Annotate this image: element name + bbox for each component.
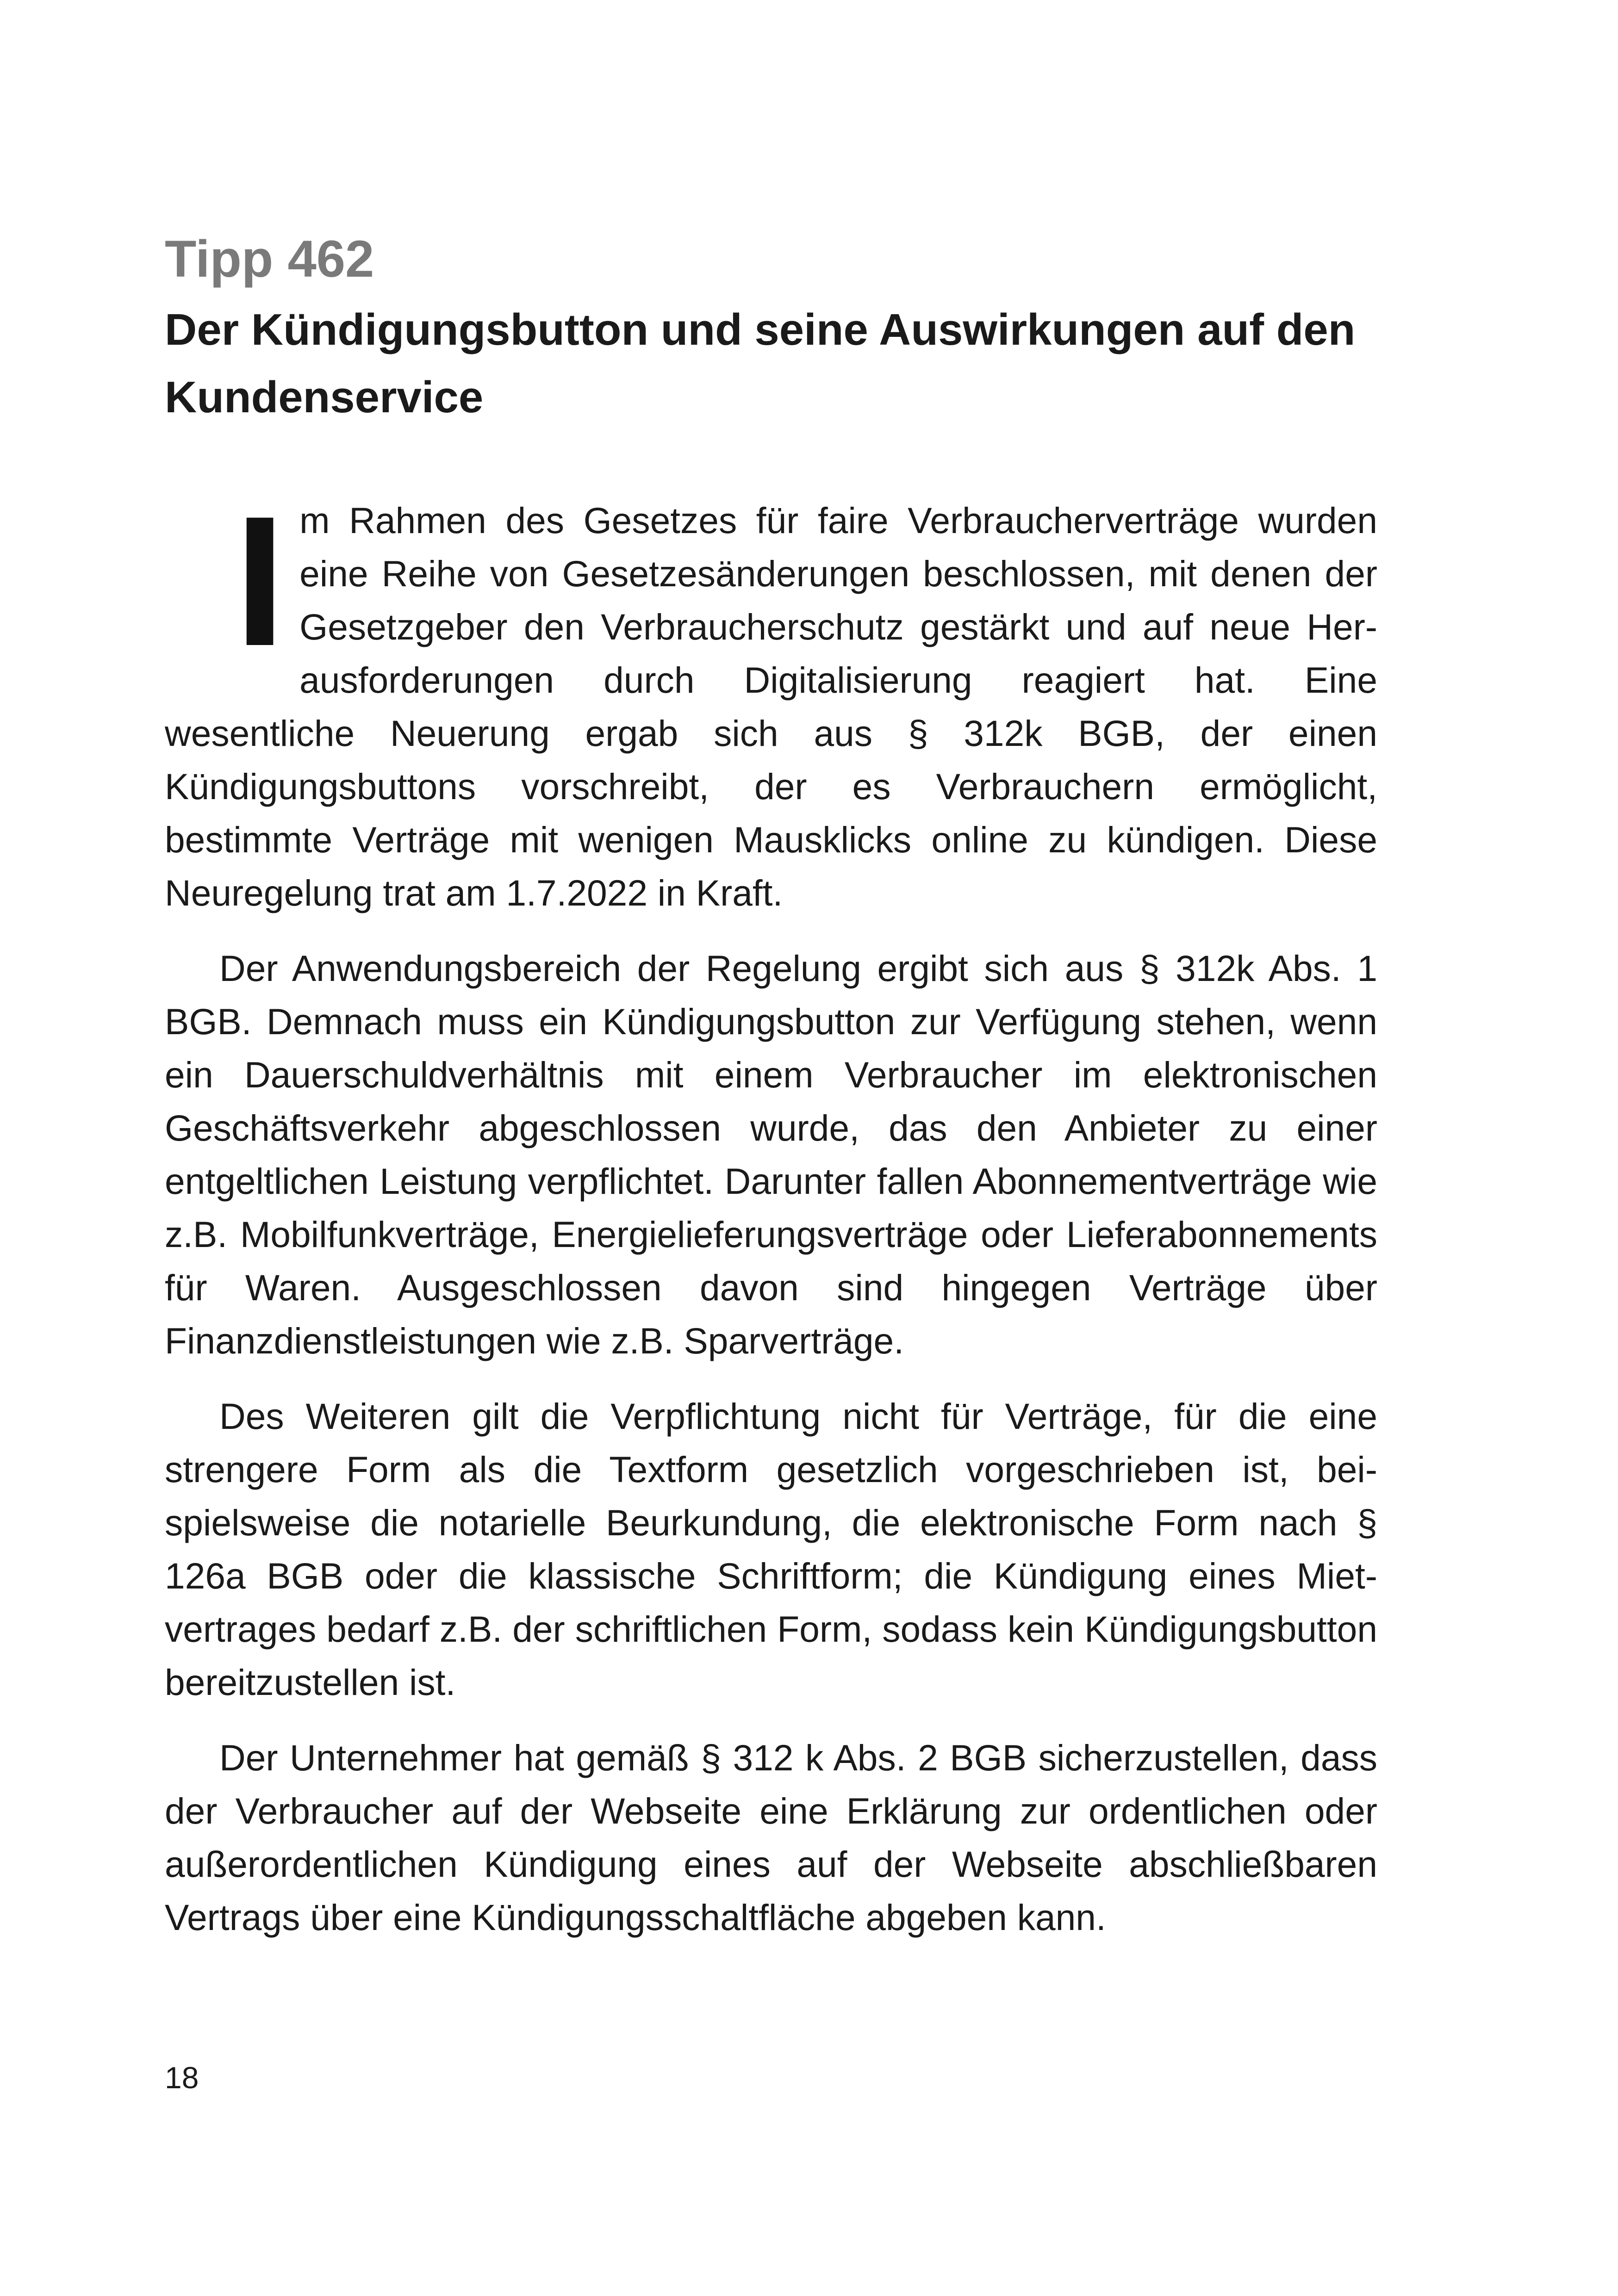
drop-cap: I — [234, 478, 286, 684]
paragraph-3: Des Weiteren gilt die Verpflichtung nicht für Verträge, für die eine strengere Form als die Textform gesetzlich vorgeschrieben ist, beispielsweise die notarielle Beurkundung, die elektronische Form nach § 126a BGB oder die klassische Schriftform; die Kündigung eines Mietvertrages bedarf z.B. der schriftlichen Form, sodass kein Kündigungsbutton bereitzustellen ist. — [165, 1396, 1377, 1703]
article-body — [165, 478, 1377, 1967]
page-number: 18 — [165, 2060, 199, 2095]
tip-title-heading: Der Kündigungsbutton und seine Auswirkungen auf den Kundenservice — [165, 305, 1356, 422]
paragraph-4: Der Unternehmer hat gemäß § 312 k Abs. 2 BGB sicherzustellen, dass der Verbraucher auf der Webseite eine Erklärung zur ordentlichen oder außerordentlichen Kündigung eines auf der Webseite abschließbaren Vertrags über eine Kündigungsschaltfläche abgeben kann. — [165, 1738, 1377, 1938]
paragraph-1 — [165, 478, 1377, 920]
paragraph-1-text: m Rahmen des Gesetzes für faire Verbraucherverträge wurden eine Reihe von Gesetzesänderungen beschlossen, mit denen der Gesetzgeber den Verbraucherschutz gestärkt und auf neue Herausforderungen durch Digitalisierung reagiert hat. Eine wesentliche Neuerung ergab sich aus § 312k BGB, der einen Kündigungsbuttons vorschreibt, der es Verbrauchern ermöglicht, bestimmte Verträge mit wenigen Mausklicks online zu kündigen. Diese Neuregelung trat am 1.7.2022 in Kraft. — [165, 500, 1377, 913]
tip-number-heading: Tipp 462 — [165, 230, 374, 288]
paragraph-2: Der Anwendungsbereich der Regelung ergibt sich aus § 312k Abs. 1 BGB. Demnach muss ein Kündigungsbutton zur Verfügung stehen, wenn ein Dauerschuldverhältnis mit einem Verbraucher im elektronischen Geschäftsverkehr abgeschlossen wurde, das den Anbieter zu einer entgeltlichen Leistung verpflichtet. Darunter fallen Abonnementverträge wie z.B. Mobilfunkverträge, Energielieferungsverträge oder Lieferabonnements für Waren. Ausgeschlossen davon sind hingegen Verträge über Finanzdienstleistungen wie z.B. Sparverträge. — [165, 948, 1377, 1361]
